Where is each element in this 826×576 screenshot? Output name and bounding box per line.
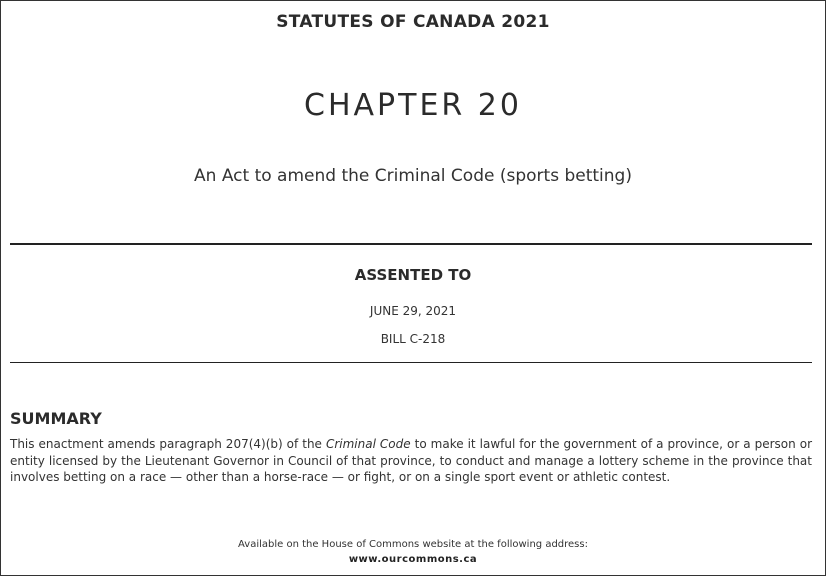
summary-heading: SUMMARY bbox=[10, 409, 102, 428]
website-link[interactable]: www.ourcommons.ca bbox=[348, 554, 478, 565]
assent-date: JUNE 29, 2021 bbox=[369, 304, 457, 318]
summary-text bbox=[10, 436, 812, 486]
chapter-heading: CHAPTER 20 bbox=[304, 88, 522, 123]
availability-note: Available on the House of Commons website at the following address: bbox=[238, 539, 588, 550]
bill-number: BILL C-218 bbox=[380, 332, 446, 346]
summary-text-before: This enactment amends paragraph 207(4)(b) of the bbox=[10, 437, 326, 451]
summary-text-italic: Criminal Code bbox=[325, 437, 411, 451]
assented-to-heading: ASSENTED TO bbox=[354, 266, 472, 284]
section-divider-top bbox=[10, 243, 812, 245]
section-divider-bottom bbox=[10, 362, 812, 363]
summary-text-after: to make it lawful for the government of a province, or a person or entity licensed by the Lieutenant Governor in Council of that province, to conduct and manage a lottery scheme in the province that involves betting on a race — other than a horse-race — or fight, or on a single sport event or athletic contest. bbox=[10, 437, 813, 484]
act-title: An Act to amend the Criminal Code (sports betting) bbox=[194, 166, 632, 186]
statutes-title: STATUTES OF CANADA 2021 bbox=[276, 12, 550, 32]
